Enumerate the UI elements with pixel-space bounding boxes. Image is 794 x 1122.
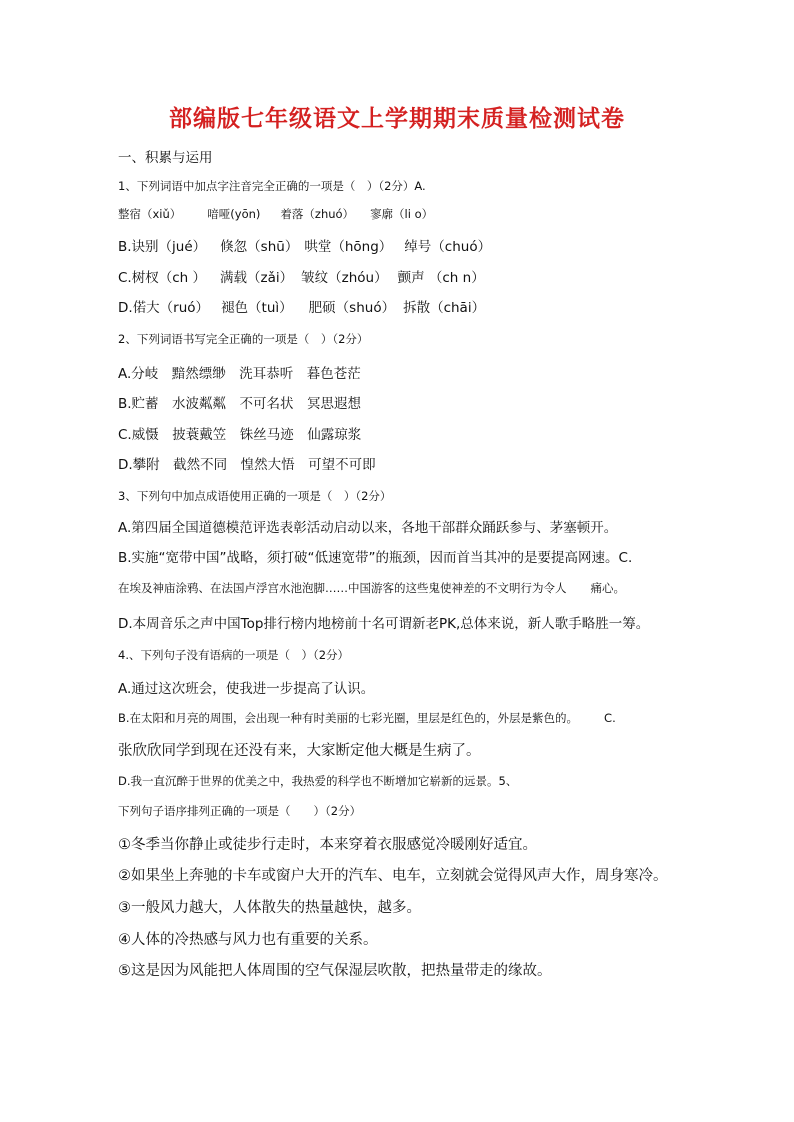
q1-c-item: 颤声 （ch n） (397, 270, 485, 286)
q1-option-a (118, 206, 433, 222)
q1-d-item: 肥硕（shuó） (308, 300, 396, 316)
q1-stem: 1、下列词语中加点字注音完全正确的一项是（ ）（2分）A. (118, 179, 426, 193)
q5-sentence-5: ⑤这是因为风能把人体周围的空气保湿层吹散，把热量带走的缘故。 (118, 963, 552, 979)
q3-option-d: D.本周音乐之声中国Top排行榜内地榜前十名可谓新老PK,总体来说，新人歌手略胜一筹。 (118, 616, 650, 632)
q3-c-end: 痛心。 (590, 581, 625, 595)
q4-b-tail: C. (604, 711, 616, 725)
q3-option-c (118, 580, 625, 596)
q4-stem: 4.、下列句子没有语病的一项是（ ）（2分） (118, 648, 350, 662)
q1-b-item: B.诀别（jué） (118, 239, 207, 255)
q1-d-item: 褪色（tuì） (221, 300, 293, 316)
q1-a-item: 整宿（xiǔ） (118, 207, 182, 221)
q4-option-b (118, 710, 616, 726)
q5-sentence-2: ②如果坐上奔驰的卡车或窗户大开的汽车、电车，立刻就会觉得风声大作，周身寒冷。 (118, 868, 668, 884)
q5-sentence-1: ①冬季当你静止或徒步行走时，本来穿着衣服感觉冷暖刚好适宜。 (118, 837, 537, 853)
q1-d-item: D.偌大（ruó） (118, 300, 210, 316)
page-title: 部编版七年级语文上学期期末质量检测试卷 (169, 106, 625, 132)
q5-stem: 下列句子语序排列正确的一项是（ ）（2分） (118, 804, 362, 818)
q1-a-item: 着落（zhuó） (280, 207, 355, 221)
q1-a-item: 寥廓（li o） (370, 207, 434, 221)
q3-option-a: A.第四届全国道德模范评选表彰活动启动以来，各地干部群众踊跃参与、茅塞顿开。 (118, 520, 618, 536)
q1-b-item: 哄堂（hōng） (304, 239, 393, 255)
section-heading: 一、积累与运用 (118, 150, 213, 166)
q5-sentence-4: ④人体的冷热感与风力也有重要的关系。 (118, 932, 378, 948)
q2-option-b: B.贮蓄 水波粼粼 不可名状 冥思遐想 (118, 396, 362, 412)
q3-c-text: 在埃及神庙涂鸦、在法国卢浮宫水池泡脚……中国游客的这些鬼使神差的不文明行为令人 (118, 581, 567, 595)
q1-c-item: C.树杈（ch ） (118, 270, 206, 286)
q2-stem: 2、下列词语书写完全正确的一项是（ ）（2分） (118, 332, 369, 346)
q4-option-d: D.我一直沉醉于世界的优美之中，我热爱的科学也不断增加它崭新的远景。5、 (118, 774, 518, 788)
q1-b-item: 绰号（chuó） (404, 239, 492, 255)
q4-option-a: A.通过这次班会，使我进一步提高了认识。 (118, 681, 375, 697)
q4-option-c: 张欣欣同学到现在还没有来，大家断定他大概是生病了。 (118, 743, 481, 759)
q3-option-b: B.实施“宽带中国”战略，须打破“低速宽带”的瓶颈，因而首当其冲的是要提高网速。C. (118, 550, 633, 566)
q5-sentence-3: ③一般风力越大，人体散失的热量越快，越多。 (118, 900, 421, 916)
q4-b-text: B.在太阳和月亮的周围，会出现一种有时美丽的七彩光圈，里层是红色的，外层是紫色的。 (118, 711, 579, 725)
q1-c-item: 皱纹（zhóu） (301, 270, 388, 286)
q1-option-c (118, 266, 485, 286)
q2-option-c: C.威慑 披蓑戴笠 铢丝马迹 仙露琼浆 (118, 427, 362, 443)
q1-option-b (118, 235, 491, 255)
q1-d-item: 拆散（chāi） (403, 300, 486, 316)
q1-b-item: 倏忽（shū） (220, 239, 299, 255)
q3-stem: 3、下列句中加点成语使用正确的一项是（ ）（2分） (118, 489, 392, 503)
q2-option-d: D.攀附 截然不同 惶然大悟 可望不可即 (118, 457, 376, 473)
q2-option-a: A.分岐 黯然缥缈 洗耳恭听 暮色苍茫 (118, 366, 361, 382)
q1-option-d (118, 296, 485, 316)
q1-c-item: 满载（zǎi） (220, 270, 294, 286)
q1-a-item: 喑哑(yōn) (207, 207, 261, 221)
